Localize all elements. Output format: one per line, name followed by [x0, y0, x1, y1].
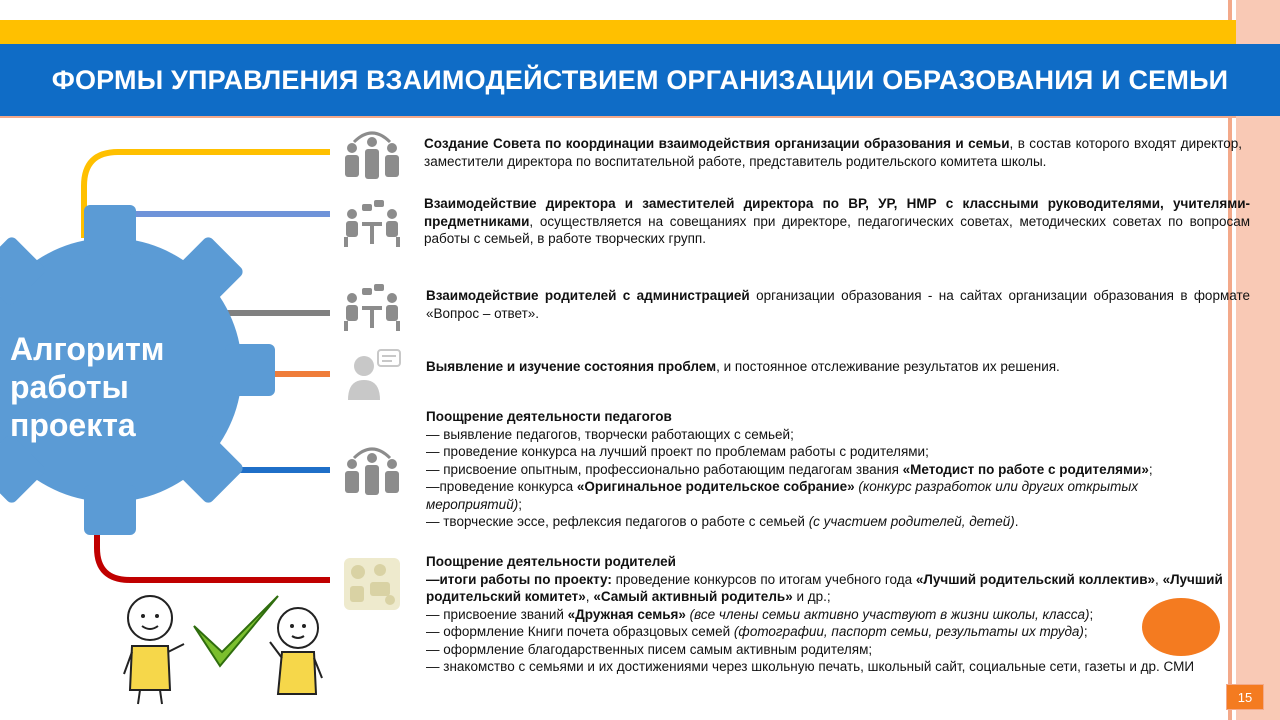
item-4-text	[426, 358, 1250, 376]
cartoon-figures-illustration	[110, 588, 340, 708]
item-6-line-2-pre: — присвоение званий	[426, 606, 568, 622]
item-5-line-5-pre: — творческие эссе, рефлексия педагогов о работе с семьей	[426, 514, 809, 529]
gear-label-line1: Алгоритм	[10, 331, 165, 367]
item-2-text	[424, 195, 1250, 248]
item-6-line-3-ital: (фотографии, паспорт семьи, результаты их труда)	[733, 624, 1084, 639]
item-6-line-1-end: и др.;	[792, 589, 831, 604]
item-1-text	[424, 135, 1242, 170]
stick-figure-left	[124, 596, 184, 704]
page-title: ФОРМЫ УПРАВЛЕНИЯ ВЗАИМОДЕЙСТВИЕМ ОРГАНИЗАЦИИ ОБРАЗОВАНИЯ И СЕМЬИ	[51, 64, 1229, 95]
item-5-line-4-post: ;	[518, 496, 522, 512]
item-5-line-3-pre: — присвоение опытным, профессионально работающим педагогам звания	[426, 461, 903, 477]
group-meeting-icon	[340, 440, 404, 500]
item-6-line-4: — оформление благодарственных писем самым активным родителям;	[426, 641, 873, 657]
item-6-line-2-post: ;	[1089, 606, 1094, 622]
item-6-line-2-ital: (все члены семьи активно участвуют в жизни школы, класса)	[685, 606, 1090, 622]
gear-label-line3: проекта	[10, 407, 136, 443]
item-5-line-5-ital: (с участием родителей, детей)	[808, 514, 1015, 529]
item-5-line-3-post: ;	[1148, 461, 1153, 477]
item-3-rest: организации образования - на сайтах организации образования в формате «Вопрос – ответ».	[426, 288, 1250, 321]
item-1-bold: Создание Совета по координации взаимодействия организации образования и семьи	[424, 136, 1010, 151]
item-3-text	[426, 287, 1250, 322]
item-4-bold: Выявление и изучение состояния проблем	[426, 359, 717, 374]
decor-orange-circle	[1142, 598, 1220, 656]
team-meeting-icon	[340, 194, 404, 254]
item-5-line-5-post: .	[1014, 514, 1019, 529]
item-4-rest: , и постоянное отслеживание результатов их решения.	[716, 359, 1060, 374]
item-6-line-1-bold: —итоги работы по проекту:	[426, 571, 612, 587]
item-6-line-1-award-2: «Лучший родительский комитет»	[426, 571, 1223, 604]
item-6-line-1-sep-2: ,	[585, 589, 594, 604]
item-1-rest: , в состав которого входят директор, заместители директора по воспитательной работе, представитель родительского комитета школы.	[424, 136, 1242, 169]
stick-figure-right	[270, 608, 322, 694]
item-5-text	[426, 408, 1226, 531]
item-3-bold: Взаимодействие родителей с администрацией	[426, 288, 750, 303]
support-chat-icon	[340, 344, 404, 404]
item-5-line-1: — выявление педагогов, творчески работающих с семьей;	[426, 426, 794, 442]
item-6-line-3-pre: — оформление Книги почета образцовых семей	[426, 624, 734, 639]
item-6-line-1-award-3: «Самый активный родитель»	[593, 589, 793, 604]
gear-label	[10, 330, 210, 444]
group-meeting-icon	[340, 124, 404, 184]
item-6-line-5: — знакомство с семьями и их достижениями через школьную печать, школьный сайт, социальные сети, газеты и др. СМИ	[426, 659, 1195, 674]
item-6-line-1-mid: проведение конкурсов по итогам учебного года	[611, 571, 916, 587]
item-6-line-3-post: ;	[1083, 624, 1088, 639]
item-6-line-1-award-1: «Лучший родительский коллектив»	[915, 571, 1156, 587]
item-6-heading: Поощрение деятельности родителей	[426, 554, 676, 569]
item-2-bold: Взаимодействие директора и заместителей директора по ВР, УР, НМР с классными руководителями, учителями-предметниками	[424, 196, 1250, 229]
checkmark-icon	[194, 596, 278, 666]
item-6-line-1-sep-1: ,	[1155, 571, 1163, 587]
item-6-text	[426, 553, 1254, 676]
icons-collage-icon	[340, 554, 404, 614]
gear-label-line2: работы	[10, 369, 129, 405]
item-2-rest: , осуществляется на совещаниях при директоре, педагогических советах, методических советах по вопросам работы с семьей, в работе творческих групп.	[424, 213, 1250, 246]
item-5-line-4-bold: «Оригинальное родительское собрание»	[576, 479, 855, 494]
item-5-line-4-ital: (конкурс разработок или других открытых мероприятий)	[426, 479, 1139, 512]
item-5-line-4-pre: —проведение конкурса	[426, 479, 577, 494]
item-6-line-2-bold: «Дружная семья»	[567, 606, 686, 622]
page-number: 15	[1226, 684, 1264, 710]
item-5-line-2: — проведение конкурса на лучший проект по проблемам работы с родителями;	[426, 444, 929, 459]
team-meeting-icon	[340, 278, 404, 338]
item-5-heading: Поощрение деятельности педагогов	[426, 409, 672, 424]
item-5-line-3-bold: «Методист по работе с родителями»	[902, 461, 1149, 477]
